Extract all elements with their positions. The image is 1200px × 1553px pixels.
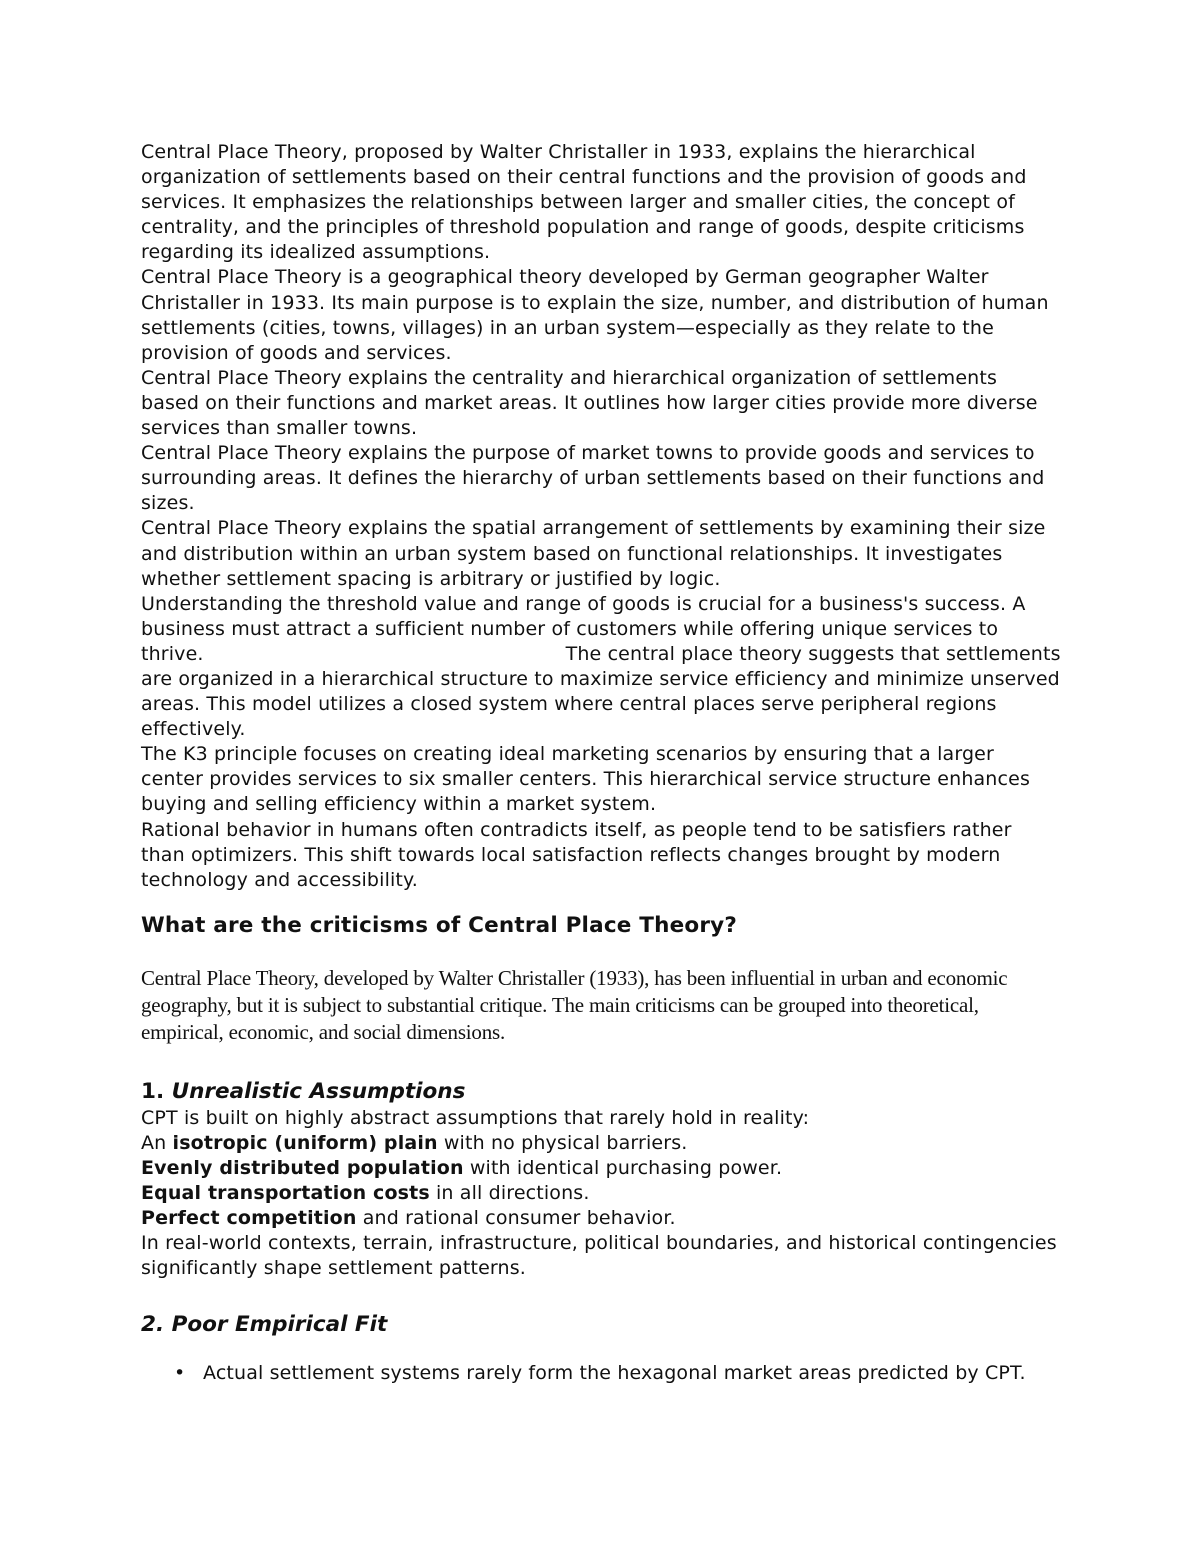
section-2-title: 2. Poor Empirical Fit <box>141 1312 388 1338</box>
assumption-detail: and rational consumer behavior. <box>356 1207 676 1230</box>
assumption-prefix: An <box>141 1131 173 1154</box>
assumption-item <box>141 1206 1061 1231</box>
assumption-detail: in all directions. <box>429 1182 590 1205</box>
k3-paragraph: The K3 principle focuses on creating ideal marketing scenarios by ensuring that a larger center provides services to six smaller centers. This hierarchical service structure enhances buying and selling efficiency within a market system. <box>141 743 1030 816</box>
central-place-text: The central place theory suggests that settlements are organized in a hierarchical structure to maximize service efficiency and minimize unserved areas. This model utilizes a closed system where central places serve peripheral regions effectively. <box>141 642 1061 741</box>
section-1-number: 1. <box>141 1078 165 1104</box>
rational-behavior-paragraph: Rational behavior in humans often contradicts itself, as people tend to be satisfiers rather than optimizers. This shift towards local satisfaction reflects changes brought by modern technology and accessibility. <box>141 818 1012 891</box>
assumption-term: Equal transportation costs <box>141 1182 430 1205</box>
bullet-icon: • <box>174 1362 186 1385</box>
list-item-text: Actual settlement systems rarely form the hexagonal market areas predicted by CPT. <box>203 1362 1026 1385</box>
section-1-body <box>141 1106 1061 1282</box>
threshold-text: Understanding the threshold value and range of goods is crucial for a business's success. A business must attract a sufficient number of customers while offering unique services to thrive. <box>141 592 1026 665</box>
intro-paragraph: Central Place Theory, proposed by Walter Christaller in 1933, explains the hierarchical organization of settlements based on their central functions and the provision of goods and services. It emphasizes the relationships between larger and smaller cities, the concept of centrality, and the principles of threshold population and range of goods, despite criticisms regarding its idealized assumptions. <box>141 141 1027 264</box>
list-item <box>141 1361 1061 1386</box>
assumption-term: isotropic (uniform) plain <box>172 1131 438 1154</box>
document-body <box>141 140 1061 1387</box>
assumption-detail: with identical purchasing power. <box>463 1157 783 1179</box>
intro-paragraph: Central Place Theory explains the centrality and hierarchical organization of settlements based on their functions and market areas. It outlines how larger cities provide more diverse services than smaller towns. <box>141 366 1038 440</box>
assumption-term: Evenly distributed population <box>141 1157 464 1179</box>
threshold-paragraph <box>141 592 1061 743</box>
assumption-item <box>141 1156 1061 1181</box>
section-2-list <box>141 1361 1061 1386</box>
section-1-conclusion: In real-world contexts, terrain, infrastructure, political boundaries, and historical contingencies significantly shape settlement patterns. <box>141 1232 1057 1280</box>
intro-paragraph: Central Place Theory explains the purpose of market towns to provide goods and services to surrounding areas. It defines the hierarchy of urban settlements based on their functions and sizes. <box>141 442 1045 515</box>
intro-section <box>141 140 1061 893</box>
criticisms-heading: What are the criticisms of Central Place Theory? <box>141 912 738 938</box>
assumption-item <box>141 1181 1061 1206</box>
intro-paragraph: Central Place Theory explains the spatial arrangement of settlements by examining their size and distribution within an urban system based on functional relationships. It investigates whether settlement spacing is arbitrary or justified by logic. <box>141 517 1046 590</box>
section-2-heading <box>141 1311 1061 1339</box>
assumption-item <box>141 1131 1061 1156</box>
section-1-title: Unrealistic Assumptions <box>171 1078 466 1104</box>
assumption-term: Perfect competition <box>141 1207 357 1230</box>
criticisms-intro: Central Place Theory, developed by Walter Christaller (1933), has been influential in urban and economic geography, but it is subject to substantial critique. The main criticisms can be grouped into theoretical, empirical, economic, and social dimensions. <box>141 965 1008 1044</box>
intro-paragraph: Central Place Theory is a geographical theory developed by German geographer Walter Christaller in 1933. Its main purpose is to explain the size, number, and distribution of human settlements (cities, towns, villages) in an urban system—especially as they relate to the provision of goods and services. <box>141 266 1049 364</box>
section-1-heading <box>141 1078 1061 1106</box>
section-1-lead: CPT is built on highly abstract assumptions that rarely hold in reality: <box>141 1106 810 1129</box>
assumption-detail: with no physical barriers. <box>437 1131 688 1154</box>
